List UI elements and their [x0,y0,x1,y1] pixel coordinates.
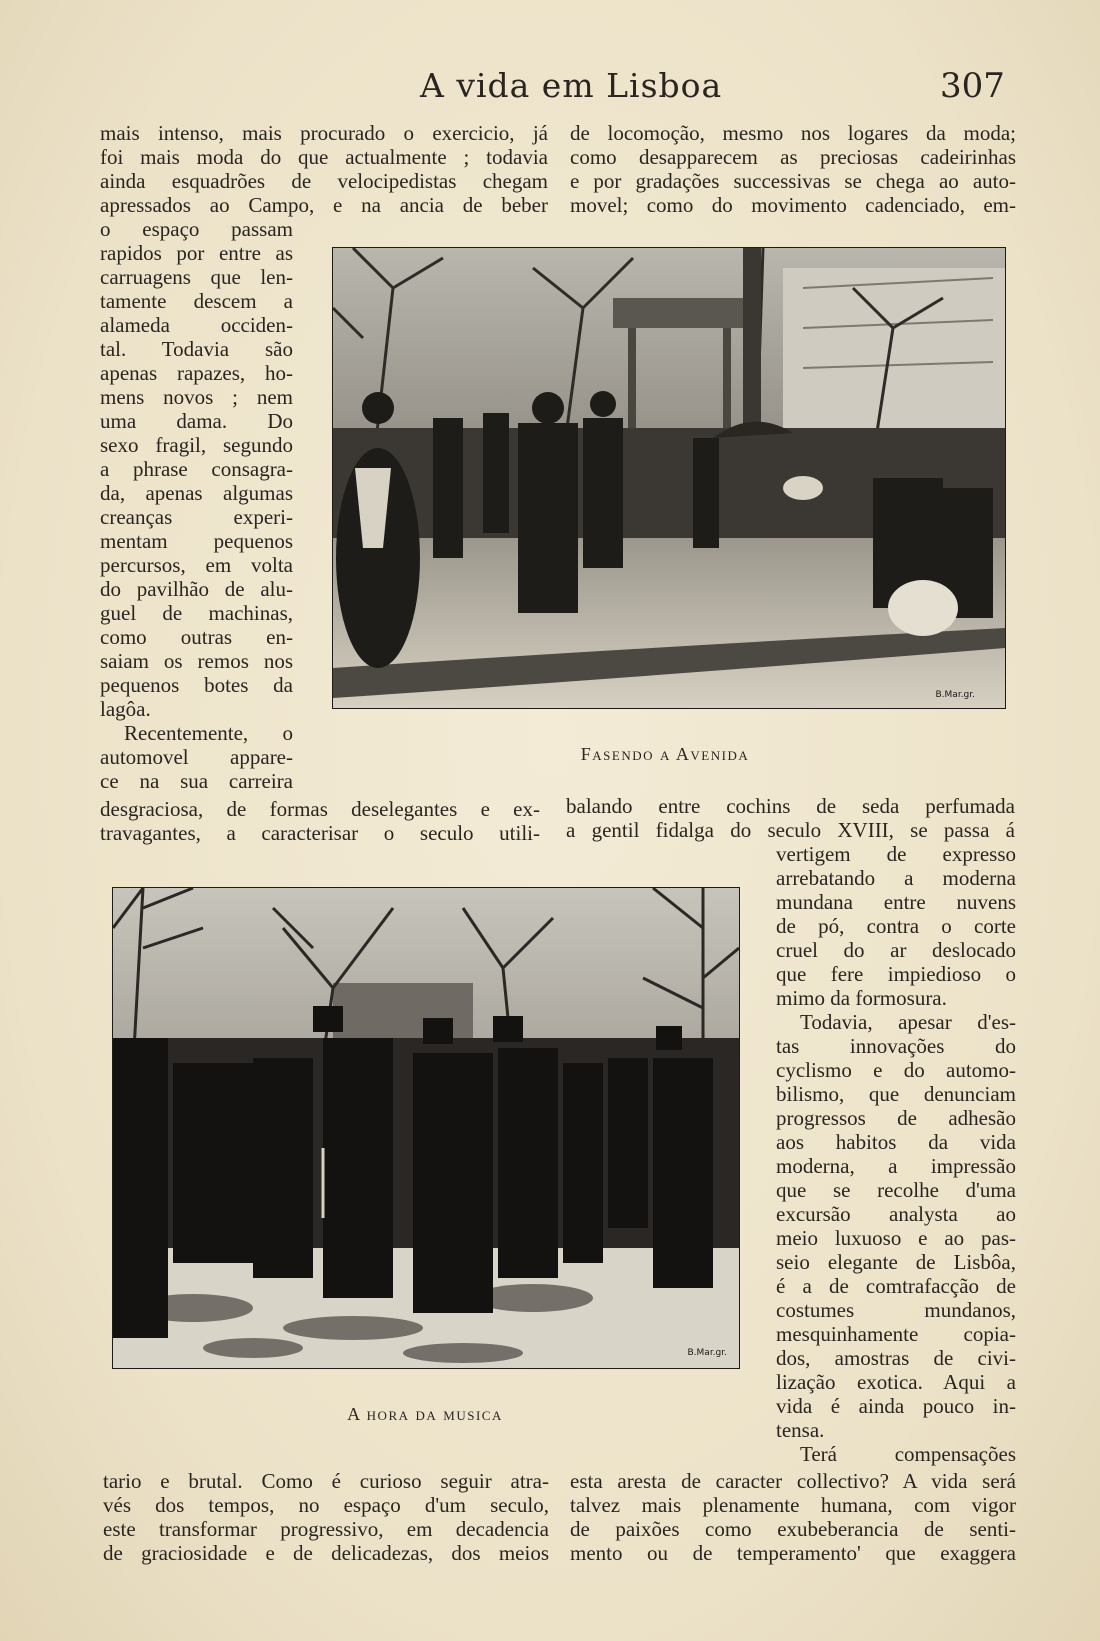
text-line: de pó, contra o corte [776,914,1016,938]
text-line: lagôa. [100,697,151,721]
text-line: a phrase consagra- [100,457,293,481]
col1-mid-paragraph [100,797,540,845]
text-line: movel; como do movimento cadenciado, em- [570,193,1016,217]
text-line: rapidos por entre as [100,241,293,265]
running-head: A vida em Lisboa [420,66,723,105]
text-line: creanças experi- [100,505,293,529]
text-line: travagantes, a caracterisar o seculo utili- [100,821,540,845]
text-line: percursos, em volta [100,553,293,577]
text-line: foi mais moda do que actualmente ; todavia [100,145,548,169]
text-line: tal. Todavia são [100,337,293,361]
text-line: que fere impiedioso o [776,962,1016,986]
text-line: costumes mundanos, [776,1298,1016,1322]
col2-top-paragraph [570,121,1016,217]
caption-text: A hora da musica [347,1404,503,1424]
text-line: mento ou de temperamento' que exaggera [570,1541,1016,1565]
text-line: apressados ao Campo, e na ancia de beber [100,193,548,217]
text-line: uma dama. Do [100,409,293,433]
text-line: excursão analysta ao [776,1202,1016,1226]
text-line: como outras en- [100,625,293,649]
text-line: alameda occiden- [100,313,293,337]
text-line: automovel appare- [100,745,293,769]
text-line: o espaço passam [100,217,293,241]
text-line: ainda esquadrões de velocipedistas chegam [100,169,548,193]
text-line: bilismo, que denunciam [776,1082,1016,1106]
text-line: desgraciosa, de formas deselegantes e ex- [100,797,540,821]
text-line: sexo fragil, segundo [100,433,293,457]
engraver-signature: B.Mar.gr. [687,1348,727,1358]
photo-avenida [332,247,1006,709]
text-line: Todavia, apesar d'es- [800,1010,1016,1034]
text-line: Terá compensações [800,1442,1016,1466]
text-line: de locomoção, mesmo nos logares da moda; [570,121,1016,145]
text-line: Recentemente, o [124,721,293,745]
text-line: vida é ainda pouco in- [776,1394,1016,1418]
page-number: 307 [940,66,1005,106]
text-line: vertigem de expresso [776,842,1016,866]
text-line: apenas rapazes, ho- [100,361,293,385]
photo-hora-musica [112,887,740,1369]
text-line: tario e brutal. Como é curioso seguir atra- [103,1469,549,1493]
text-line: tas innovações do [776,1034,1016,1058]
text-line: arrebatando a moderna [776,866,1016,890]
col1-narrow-paragraph [100,217,293,793]
text-line: do pavilhão de alu- [100,577,293,601]
text-line: lização exotica. Aqui a [776,1370,1016,1394]
text-line: seio elegante de Lisbôa, [776,1250,1016,1274]
text-line: mimo da formosura. [776,986,947,1010]
text-line: mesquinhamente copia- [776,1322,1016,1346]
text-line: cyclismo e do automo- [776,1058,1016,1082]
text-line: este transformar progressivo, em decadencia [103,1517,549,1541]
text-line: cruel do ar deslocado [776,938,1016,962]
col1-bottom-paragraph [103,1469,549,1565]
text-line: guel de machinas, [100,601,293,625]
col2-bottom-paragraph [570,1469,1016,1565]
text-line: meio luxuoso e ao pas- [776,1226,1016,1250]
text-line: que se recolhe d'uma [776,1178,1016,1202]
caption-text: Fasendo a Avenida [580,744,750,764]
text-line: aos habitos da vida [776,1130,1016,1154]
text-line: esta aresta de caracter collectivo? A vida será [570,1469,1016,1493]
text-line: progressos de adhesão [776,1106,1016,1130]
engraver-signature: B.Mar.gr. [935,690,975,700]
text-line: mais intenso, mais procurado o exercicio, já [100,121,548,145]
text-line: vés dos tempos, no espaço d'um seculo, [103,1493,549,1517]
text-line: carruagens que len- [100,265,293,289]
text-line: é a de comtrafacção de [776,1274,1016,1298]
text-line: de paixões como exubeberancia de senti- [570,1517,1016,1541]
text-line: mundana entre nuvens [776,890,1016,914]
text-line: a gentil fidalga do seculo XVIII, se passa á [566,818,1015,842]
text-line: pequenos botes da [100,673,293,697]
text-line: talvez mais plenamente humana, com vigor [570,1493,1016,1517]
text-line: dos, amostras de civi- [776,1346,1016,1370]
text-line: mentam pequenos [100,529,293,553]
col2-narrow-paragraph [776,842,1016,1466]
photo-hora-musica-image [113,888,739,1368]
col2-mid-paragraph [566,794,1015,842]
text-line: mens novos ; nem [100,385,293,409]
text-line: ce na sua carreira [100,769,293,793]
col1-top-paragraph [100,121,548,217]
text-line: saiam os remos nos [100,649,293,673]
text-line: como desapparecem as preciosas cadeirinhas [570,145,1016,169]
photo-avenida-image [333,248,1005,708]
text-line: de graciosidade e de delicadezas, dos meios [103,1541,549,1565]
text-line: e por gradações successivas se chega ao auto- [570,169,1016,193]
text-line: tamente descem a [100,289,293,313]
caption-hora-musica [300,1404,550,1425]
text-line: da, apenas algumas [100,481,293,505]
text-line: balando entre cochins de seda perfumada [566,794,1015,818]
text-line: tensa. [776,1418,825,1442]
text-line: moderna, a impressão [776,1154,1016,1178]
caption-avenida [540,744,790,765]
